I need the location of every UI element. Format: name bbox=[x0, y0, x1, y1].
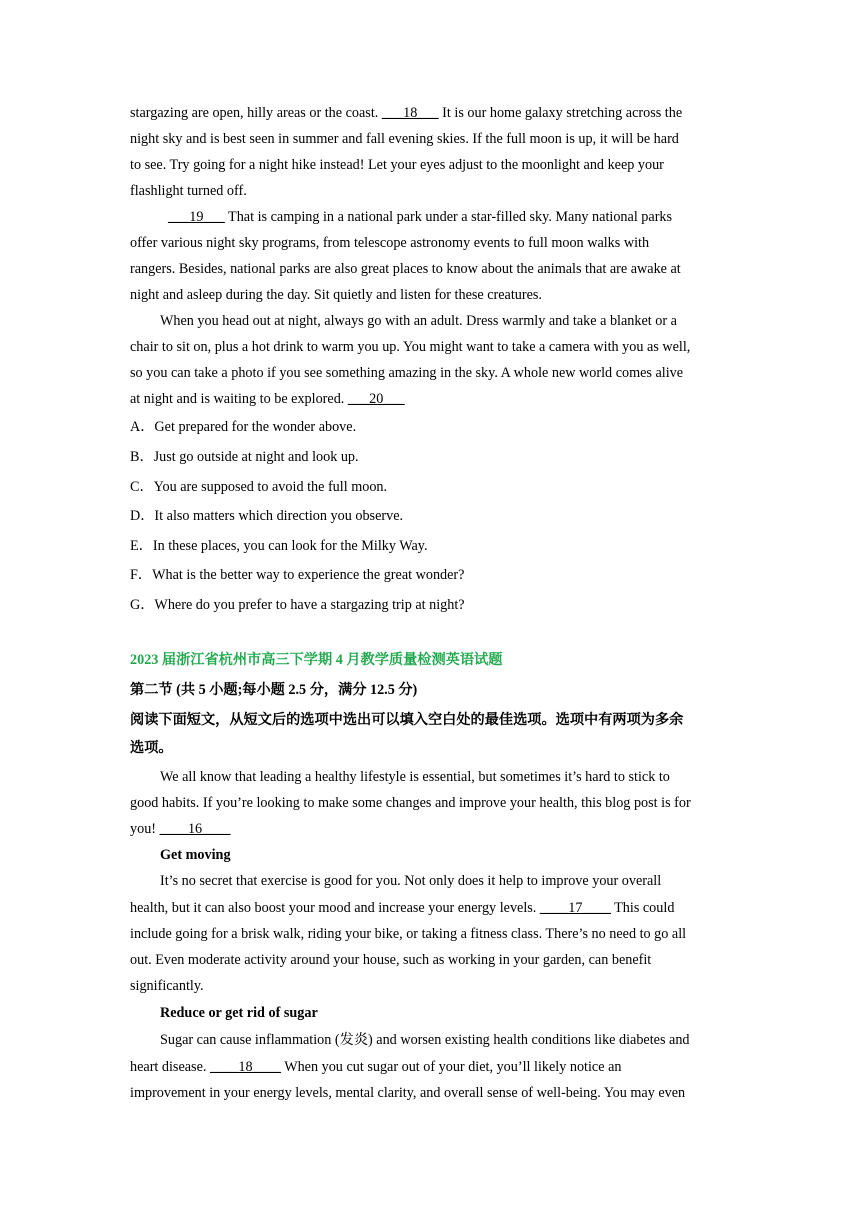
instruction-line-2: 选项。 bbox=[130, 740, 173, 756]
blank-18: ___18___ bbox=[381, 105, 439, 121]
option-a: A．Get prepared for the wonder above. bbox=[130, 419, 357, 435]
p1-line-1 bbox=[130, 103, 682, 123]
text: That is camping in a national park under a star-filled sky. Many national parks bbox=[224, 209, 673, 225]
p2-line-7: include going for a brisk walk, riding your bike, or taking a fitness class. There’s no need to go all bbox=[130, 926, 687, 942]
p1-line-2: night sky and is best seen in summer and fall evening skies. If the full moon is up, it will be hard bbox=[130, 131, 679, 147]
p2-line-3 bbox=[130, 819, 231, 839]
text: you! bbox=[130, 821, 160, 837]
p1-line-6: offer various night sky programs, from telescope astronomy events to full moon walks with bbox=[130, 235, 650, 251]
p2-line-1: We all know that leading a healthy lifestyle is essential, but sometimes it’s hard to stick to bbox=[160, 769, 670, 785]
p2-line-6 bbox=[130, 898, 674, 918]
text: stargazing are open, hilly areas or the coast. bbox=[130, 105, 382, 121]
p1-line-10: chair to sit on, plus a hot drink to warm you up. You might want to take a camera with you as well, bbox=[130, 339, 691, 355]
p1-line-5 bbox=[168, 207, 672, 227]
p1-line-12 bbox=[130, 389, 405, 409]
option-b: B．Just go outside at night and look up. bbox=[130, 449, 359, 465]
p2-line-13: improvement in your energy levels, mental clarity, and overall sense of well-being. You may even bbox=[130, 1085, 686, 1101]
option-g: G．Where do you prefer to have a stargazing trip at night? bbox=[130, 597, 465, 613]
p2-line-2: good habits. If you’re looking to make some changes and improve your health, this blog post is for bbox=[130, 795, 691, 811]
p2-line-8: out. Even moderate activity around your house, such as working in your garden, can benefit bbox=[130, 952, 652, 968]
text: When you cut sugar out of your diet, you’ll likely notice an bbox=[280, 1059, 622, 1075]
blank-16: ____16____ bbox=[159, 821, 231, 837]
p2-line-9: significantly. bbox=[130, 978, 204, 994]
p2-line-12 bbox=[130, 1057, 621, 1077]
text: This could bbox=[610, 900, 675, 916]
blank-18b: ____18____ bbox=[209, 1059, 281, 1075]
p2-line-5: It’s no secret that exercise is good for you. Not only does it help to improve your overall bbox=[160, 873, 662, 889]
subheading-reduce-sugar: Reduce or get rid of sugar bbox=[160, 1005, 318, 1021]
blank-20: ___20___ bbox=[347, 391, 405, 407]
p1-line-11: so you can take a photo if you see something amazing in the sky. A whole new world comes alive bbox=[130, 365, 684, 381]
option-d: D．It also matters which direction you observe. bbox=[130, 508, 404, 524]
text: It is our home galaxy stretching across the bbox=[438, 105, 683, 121]
p1-line-3: to see. Try going for a night hike instead! Let your eyes adjust to the moonlight and keep your bbox=[130, 157, 664, 173]
instruction-line-1: 阅读下面短文，从短文后的选项中选出可以填入空白处的最佳选项。选项中有两项为多余 bbox=[130, 712, 684, 728]
text: health, but it can also boost your mood and increase your energy levels. bbox=[130, 900, 540, 916]
p1-line-4: flashlight turned off. bbox=[130, 183, 247, 199]
text: at night and is waiting to be explored. bbox=[130, 391, 348, 407]
p1-line-8: night and asleep during the day. Sit quietly and listen for these creatures. bbox=[130, 287, 542, 303]
p1-line-9: When you head out at night, always go with an adult. Dress warmly and take a blanket or a bbox=[160, 313, 677, 329]
blank-19: ___19___ bbox=[168, 209, 225, 225]
p2-line-11: Sugar can cause inflammation (发炎) and worsen existing health conditions like diabetes and bbox=[160, 1032, 690, 1048]
option-c: C．You are supposed to avoid the full moon. bbox=[130, 479, 388, 495]
exam-title: 2023 届浙江省杭州市高三下学期 4 月教学质量检测英语试题 bbox=[130, 652, 503, 668]
p1-line-7: rangers. Besides, national parks are also great places to know about the animals that are awake at bbox=[130, 261, 681, 277]
subheading-get-moving: Get moving bbox=[160, 847, 231, 863]
option-f: F．What is the better way to experience the great wonder? bbox=[130, 567, 465, 583]
text: heart disease. bbox=[130, 1059, 210, 1075]
blank-17: ____17____ bbox=[539, 900, 611, 916]
section-heading: 第二节 (共 5 小题;每小题 2.5 分，满分 12.5 分) bbox=[130, 682, 418, 698]
option-e: E．In these places, you can look for the Milky Way. bbox=[130, 538, 428, 554]
